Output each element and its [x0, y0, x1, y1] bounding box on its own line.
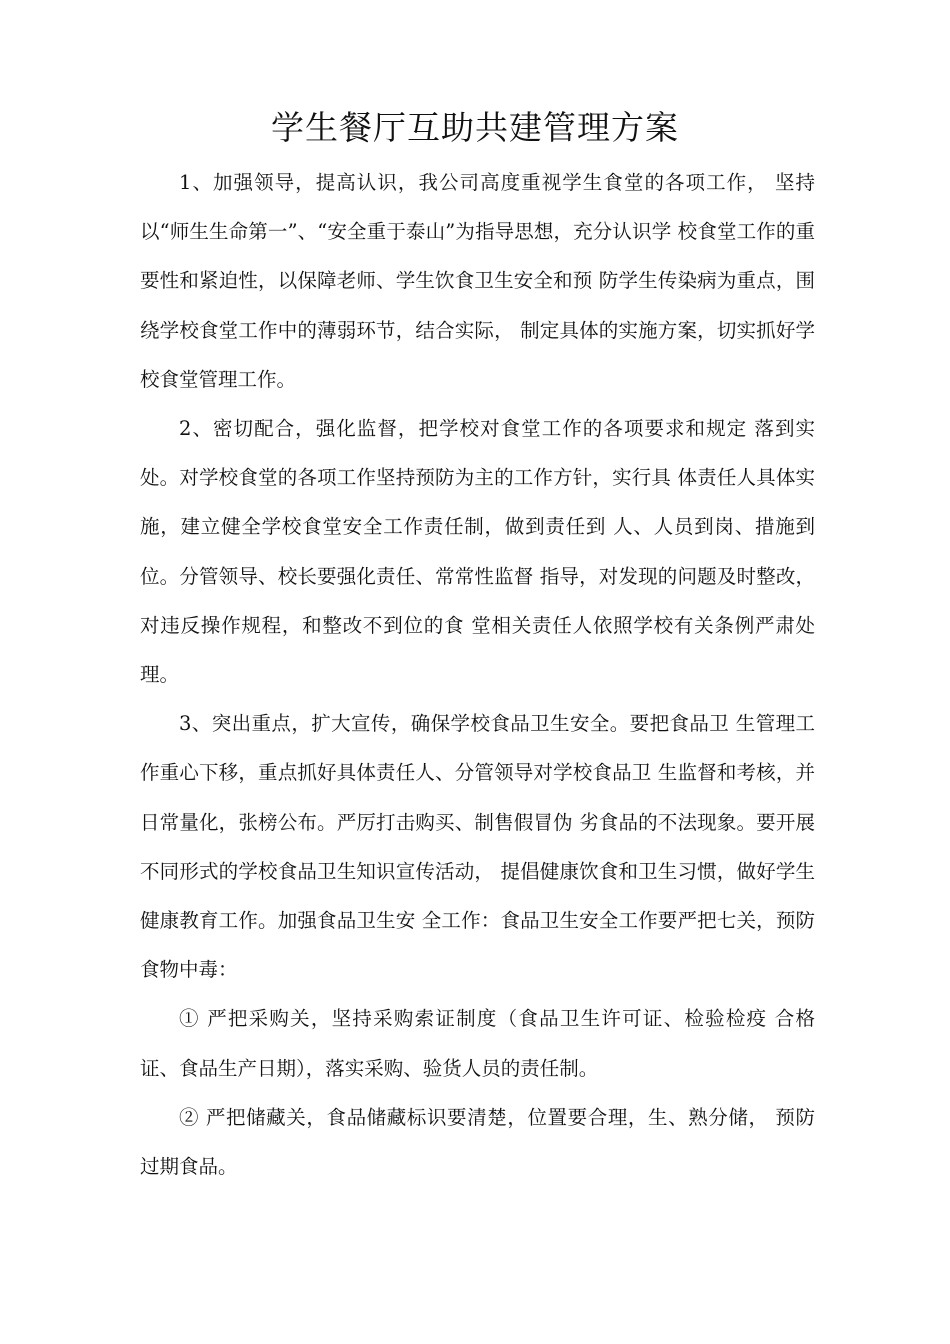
document-title: 学生餐厅互助共建管理方案	[271, 108, 679, 147]
paragraph-2: 2、密切配合，强化监督，把学校对食堂工作的各项要求和规定 落到实处。对学校食堂的各项工作坚持预防为主的工作方针，实行具 体责任人具体实施，建立健全学校食堂安全工作责任制，做到责任到 人、人员到岗、措施到位。分管领导、校长要强化责任、常常性监督 指导，对发现的问题及时整改，对违反操作规程，和整改不到位的食 堂相关责任人依照学校有关条例严肃处理。	[140, 417, 815, 687]
paragraph-1: 1、加强领导，提高认识，我公司高度重视学生食堂的各项工作， 坚持以“师生生命第一”、“安全重于泰山”为指导思想，充分认识学 校食堂工作的重要性和紧迫性，以保障老师、学生饮食卫生安全和预 防学生传染病为重点，围绕学校食堂工作中的薄弱环节，结合实际， 制定具体的实施方案，切实抓好学校食堂管理工作。	[140, 171, 815, 391]
paragraph-3: 3、突出重点，扩大宣传，确保学校食品卫生安全。要把食品卫 生管理工作重心下移，重点抓好具体责任人、分管领导对学校食品卫 生监督和考核，并日常量化，张榜公布。严厉打击购买、制售假冒伪 劣食品的不法现象。要开展不同形式的学校食品卫生知识宣传活动， 提倡健康饮食和卫生习惯，做好学生健康教育工作。加强食品卫生安 全工作：食品卫生安全工作要严把七关，预防食物中毒：	[140, 712, 815, 982]
paragraph-item-2: ② 严把储藏关，食品储藏标识要清楚，位置要合理，生、熟分储， 预防过期食品。	[140, 1105, 815, 1179]
document-body	[140, 158, 815, 1191]
paragraph-item-1: ① 严把采购关，坚持采购索证制度（食品卫生许可证、检验检疫 合格证、食品生产日期），落实采购、验货人员的责任制。	[140, 1007, 815, 1080]
